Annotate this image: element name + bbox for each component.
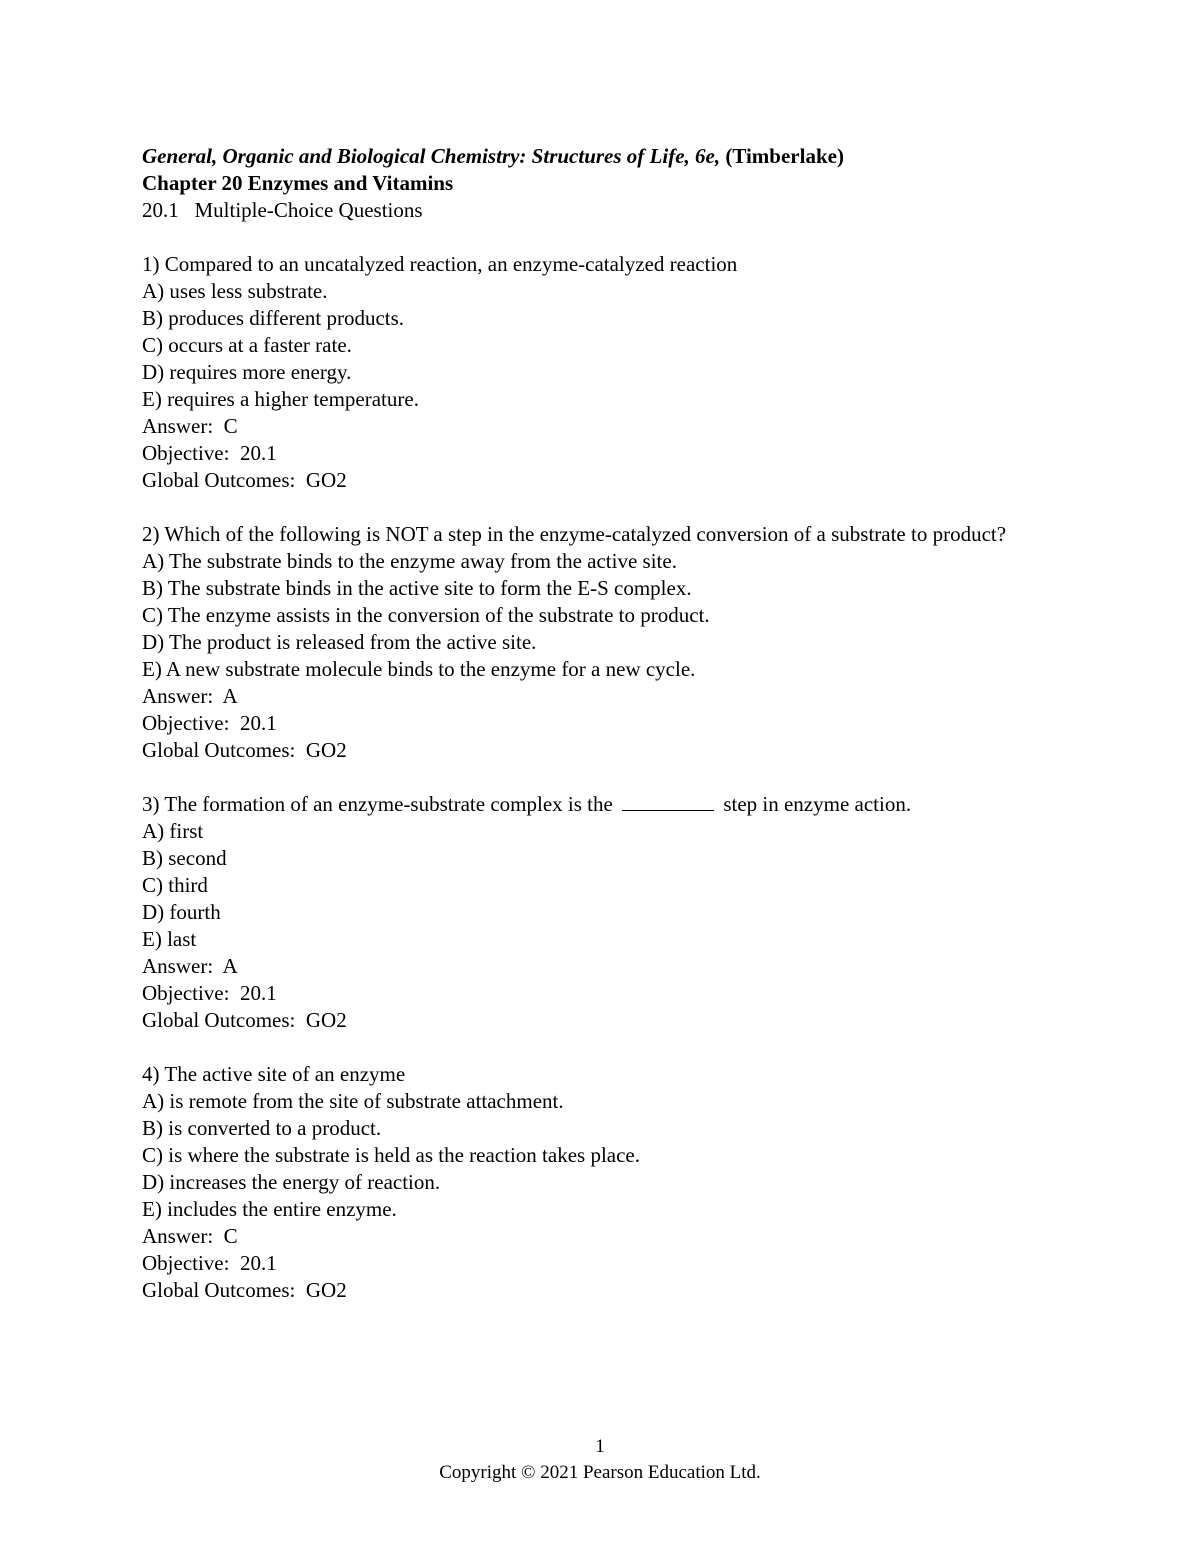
- option-b: B) produces different products.: [142, 306, 405, 330]
- question-1: [142, 251, 1042, 494]
- stem-before-blank: 3) The formation of an enzyme-substrate complex is the: [142, 792, 613, 816]
- option-a: A) is remote from the site of substrate attachment.: [142, 1089, 564, 1113]
- option-b: B) is converted to a product.: [142, 1116, 382, 1140]
- question-stem: 2) Which of the following is NOT a step in the enzyme-catalyzed conversion of a substrate to product?: [142, 522, 1007, 546]
- option-a: A) first: [142, 819, 204, 843]
- option-c: C) third: [142, 873, 208, 897]
- question-stem: 1) Compared to an uncatalyzed reaction, an enzyme-catalyzed reaction: [142, 252, 738, 276]
- option-c: C) The enzyme assists in the conversion of the substrate to product.: [142, 603, 710, 627]
- fill-in-blank: [622, 792, 714, 811]
- question-4: [142, 1061, 1042, 1304]
- option-d: D) increases the energy of reaction.: [142, 1170, 441, 1194]
- option-d: D) The product is released from the active site.: [142, 630, 537, 654]
- book-title: General, Organic and Biological Chemistry: Structures of Life, 6e,: [142, 144, 721, 168]
- objective: Objective: 20.1: [142, 711, 277, 735]
- chapter-title: Chapter 20 Enzymes and Vitamins: [142, 171, 454, 195]
- option-e: E) last: [142, 927, 197, 951]
- option-a: A) uses less substrate.: [142, 279, 328, 303]
- answer: Answer: A: [142, 684, 238, 708]
- document-body: [142, 143, 1042, 1304]
- question-stem: [142, 791, 1042, 818]
- global-outcomes: Global Outcomes: GO2: [142, 738, 347, 762]
- copyright-notice: Copyright © 2021 Pearson Education Ltd.: [439, 1462, 761, 1483]
- answer: Answer: A: [142, 954, 238, 978]
- question-3: [142, 791, 1042, 1034]
- global-outcomes: Global Outcomes: GO2: [142, 1008, 347, 1032]
- option-e: E) A new substrate molecule binds to the enzyme for a new cycle.: [142, 657, 696, 681]
- option-b: B) second: [142, 846, 227, 870]
- global-outcomes: Global Outcomes: GO2: [142, 1278, 347, 1302]
- question-stem: 4) The active site of an enzyme: [142, 1062, 406, 1086]
- option-e: E) requires a higher temperature.: [142, 387, 419, 411]
- option-e: E) includes the entire enzyme.: [142, 1197, 397, 1221]
- answer: Answer: C: [142, 414, 238, 438]
- page-number: 1: [595, 1436, 605, 1457]
- answer: Answer: C: [142, 1224, 238, 1248]
- book-author: (Timberlake): [725, 144, 844, 168]
- question-2: [142, 521, 1042, 764]
- option-c: C) occurs at a faster rate.: [142, 333, 352, 357]
- section-heading: 20.1 Multiple-Choice Questions: [142, 198, 423, 222]
- option-a: A) The substrate binds to the enzyme away from the active site.: [142, 549, 677, 573]
- option-d: D) requires more energy.: [142, 360, 352, 384]
- global-outcomes: Global Outcomes: GO2: [142, 468, 347, 492]
- stem-after-blank: step in enzyme action.: [723, 792, 912, 816]
- option-b: B) The substrate binds in the active site to form the E-S complex.: [142, 576, 692, 600]
- option-c: C) is where the substrate is held as the reaction takes place.: [142, 1143, 640, 1167]
- option-d: D) fourth: [142, 900, 221, 924]
- book-title-line: [142, 143, 1042, 170]
- objective: Objective: 20.1: [142, 1251, 277, 1275]
- objective: Objective: 20.1: [142, 981, 277, 1005]
- objective: Objective: 20.1: [142, 441, 277, 465]
